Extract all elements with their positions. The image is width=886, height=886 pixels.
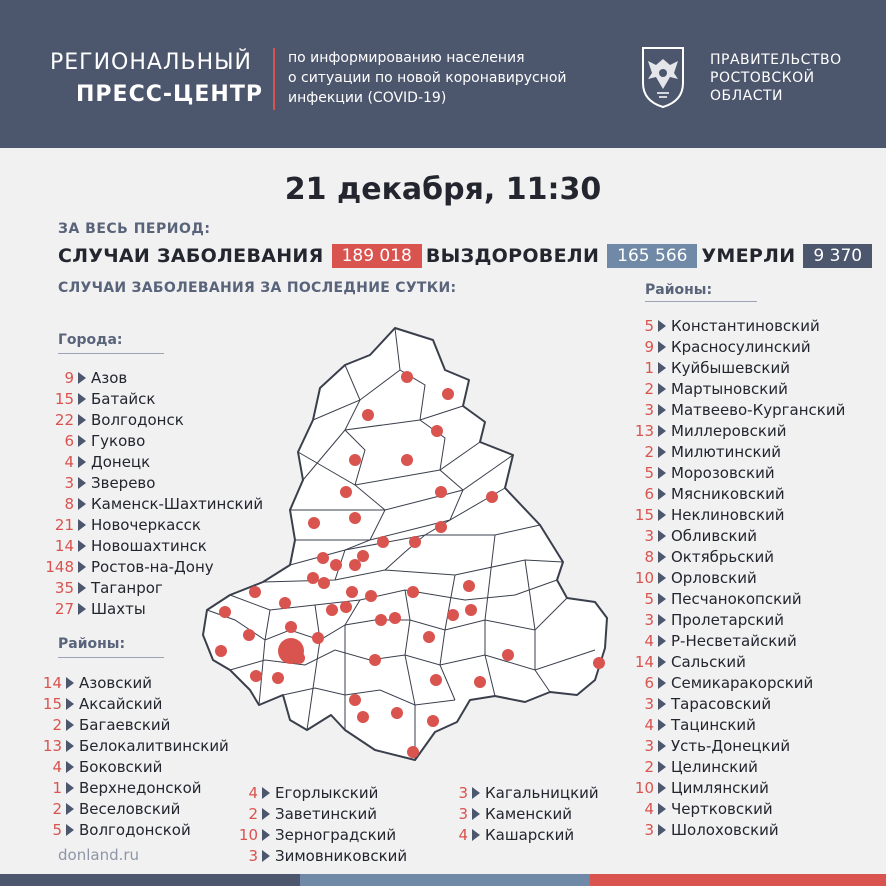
case-count: 3 [644, 736, 654, 755]
place-name: Азов [91, 368, 128, 387]
triangle-bullet-icon [472, 787, 480, 799]
list-item [630, 777, 845, 798]
triangle-bullet-icon [658, 803, 666, 815]
daily-cases-label: СЛУЧАИ ЗАБОЛЕВАНИЯ ЗА ПОСЛЕДНИЕ СУТКИ: [58, 280, 457, 296]
district-marker [423, 631, 435, 643]
government-name-line: ПРАВИТЕЛЬСТВО [710, 52, 842, 68]
district-marker [377, 536, 389, 548]
triangle-bullet-icon [658, 824, 666, 836]
case-count: 2 [644, 379, 654, 398]
districts-left-title: Районы: [58, 636, 126, 652]
recovered-badge: 165 566 [607, 244, 697, 268]
triangle-bullet-icon [658, 593, 666, 605]
triangle-bullet-icon [658, 635, 666, 647]
place-name: Каменск-Шахтинский [91, 494, 264, 513]
district-marker [357, 550, 369, 562]
districts-list-mid2 [446, 782, 599, 845]
districts-list-right [630, 315, 845, 840]
district-marker [357, 711, 369, 723]
case-count: 9 [644, 337, 654, 356]
triangle-bullet-icon [66, 740, 74, 752]
triangle-bullet-icon [658, 446, 666, 458]
cities-divider [58, 353, 164, 354]
source-link[interactable]: donland.ru [58, 846, 140, 864]
triangle-bullet-icon [78, 393, 86, 405]
list-item [630, 630, 845, 651]
triangle-bullet-icon [658, 740, 666, 752]
district-marker [435, 521, 447, 533]
triangle-bullet-icon [658, 404, 666, 416]
list-item [630, 378, 845, 399]
district-marker [250, 670, 262, 682]
case-count: 8 [64, 494, 74, 513]
triangle-bullet-icon [78, 456, 86, 468]
district-marker [285, 621, 297, 633]
case-count: 3 [644, 610, 654, 629]
place-name: Милютинский [671, 442, 782, 461]
district-marker [593, 657, 605, 669]
case-count: 13 [634, 421, 654, 440]
place-name: Волгодонск [91, 410, 184, 429]
case-count: 3 [644, 694, 654, 713]
list-item [232, 824, 407, 845]
district-marker [317, 552, 329, 564]
case-count: 3 [64, 473, 74, 492]
place-name: Ростов-на-Дону [91, 557, 214, 576]
district-marker [401, 371, 413, 383]
list-item [630, 336, 845, 357]
district-marker [427, 715, 439, 727]
place-name: Зверево [91, 473, 156, 492]
case-count: 5 [644, 316, 654, 335]
header-info-line: по информированию населения [288, 50, 525, 66]
district-marker [215, 645, 227, 657]
died-label: УМЕРЛИ [701, 245, 796, 267]
place-name: Новошахтинск [91, 536, 207, 555]
list-item [630, 609, 845, 630]
place-name: Новочеркасск [91, 515, 201, 534]
place-name: Пролетарский [671, 610, 785, 629]
districts-list-mid1 [232, 782, 407, 866]
case-count: 2 [248, 804, 258, 823]
place-name: Аксайский [79, 694, 163, 713]
districts-left-divider [58, 657, 164, 658]
list-item [446, 824, 599, 845]
case-count: 27 [54, 599, 74, 618]
triangle-bullet-icon [66, 803, 74, 815]
case-count: 5 [644, 589, 654, 608]
district-marker [346, 586, 358, 598]
triangle-bullet-icon [658, 362, 666, 374]
case-count: 15 [634, 505, 654, 524]
recovered-label: ВЫЗДОРОВЕЛИ [425, 245, 600, 267]
district-marker [463, 580, 475, 592]
list-item [232, 845, 407, 866]
list-item [446, 803, 599, 824]
district-marker [340, 486, 352, 498]
case-count: 2 [52, 715, 62, 734]
header-info-line: о ситуации по новой коронавирусной [288, 70, 567, 86]
list-item [630, 441, 845, 462]
case-count: 3 [458, 804, 468, 823]
place-name: Боковский [79, 757, 163, 776]
triangle-bullet-icon [78, 582, 86, 594]
district-marker [502, 649, 514, 661]
place-name: Усть-Донецкий [671, 736, 791, 755]
case-count: 3 [248, 846, 258, 865]
place-name: Р-Несветайский [671, 631, 797, 650]
case-count: 15 [54, 389, 74, 408]
triangle-bullet-icon [66, 698, 74, 710]
place-name: Верхнедонской [79, 778, 202, 797]
place-name: Семикаракорский [671, 673, 814, 692]
place-name: Батайск [91, 389, 156, 408]
place-name: Песчанокопский [671, 589, 802, 608]
triangle-bullet-icon [66, 677, 74, 689]
case-count: 2 [644, 757, 654, 776]
districts-right-title: Районы: [645, 282, 713, 298]
list-item [232, 782, 407, 803]
triangle-bullet-icon [472, 829, 480, 841]
district-marker [349, 512, 361, 524]
period-label: ЗА ВЕСЬ ПЕРИОД: [58, 221, 211, 237]
place-name: Кагальницкий [485, 783, 599, 802]
list-item [36, 819, 229, 840]
place-name: Константиновский [671, 316, 820, 335]
case-count: 6 [64, 431, 74, 450]
place-name: Зерноградский [275, 825, 397, 844]
case-count: 4 [644, 631, 654, 650]
case-count: 3 [644, 820, 654, 839]
triangle-bullet-icon [658, 488, 666, 500]
triangle-bullet-icon [658, 320, 666, 332]
place-name: Каменский [485, 804, 572, 823]
triangle-bullet-icon [658, 551, 666, 563]
place-name: Сальский [671, 652, 746, 671]
place-name: Шахты [91, 599, 146, 618]
district-marker [407, 586, 419, 598]
list-item [630, 483, 845, 504]
totals-row [58, 243, 876, 269]
district-marker [330, 559, 342, 571]
district-marker [249, 586, 261, 598]
list-item [630, 399, 845, 420]
triangle-bullet-icon [658, 656, 666, 668]
place-name: Мясниковский [671, 484, 785, 503]
region-map [195, 320, 625, 765]
triangle-bullet-icon [658, 614, 666, 626]
district-marker [431, 425, 443, 437]
triangle-bullet-icon [658, 572, 666, 584]
district-marker [474, 676, 486, 688]
place-name: Багаевский [79, 715, 171, 734]
district-marker [308, 517, 320, 529]
list-item [630, 756, 845, 777]
list-item [630, 462, 845, 483]
case-count: 3 [644, 400, 654, 419]
triangle-bullet-icon [262, 808, 270, 820]
triangle-bullet-icon [66, 761, 74, 773]
district-marker [435, 486, 447, 498]
case-count: 14 [54, 536, 74, 555]
report-date: 21 декабря, 11:30 [284, 172, 602, 207]
triangle-bullet-icon [658, 467, 666, 479]
press-center-title-line1: РЕГИОНАЛЬНЫЙ [50, 50, 252, 75]
footer-bar-red [590, 874, 886, 886]
list-item [630, 714, 845, 735]
case-count: 4 [248, 783, 258, 802]
footer-bar-blue [300, 874, 590, 886]
place-name: Красносулинский [671, 337, 811, 356]
case-count: 5 [52, 820, 62, 839]
triangle-bullet-icon [658, 425, 666, 437]
case-count: 10 [634, 778, 654, 797]
case-count: 4 [52, 757, 62, 776]
triangle-bullet-icon [66, 782, 74, 794]
case-count: 14 [42, 673, 62, 692]
place-name: Целинский [671, 757, 758, 776]
case-count: 15 [42, 694, 62, 713]
list-item [232, 803, 407, 824]
triangle-bullet-icon [78, 414, 86, 426]
case-count: 22 [54, 410, 74, 429]
cases-badge: 189 018 [332, 244, 422, 268]
place-name: Зимовниковский [275, 846, 408, 865]
place-name: Морозовский [671, 463, 775, 482]
case-count: 10 [634, 568, 654, 587]
district-marker [409, 536, 421, 548]
list-item [630, 651, 845, 672]
place-name: Заветинский [275, 804, 377, 823]
case-count: 21 [54, 515, 74, 534]
header-divider [273, 48, 275, 110]
footer-bar-dark [0, 874, 300, 886]
triangle-bullet-icon [78, 477, 86, 489]
triangle-bullet-icon [658, 719, 666, 731]
died-badge: 9 370 [803, 244, 872, 268]
district-marker [391, 707, 403, 719]
district-marker [307, 572, 319, 584]
district-marker [407, 746, 419, 758]
district-marker [430, 674, 442, 686]
triangle-bullet-icon [658, 383, 666, 395]
place-name: Веселовский [79, 799, 181, 818]
case-count: 148 [45, 557, 74, 576]
triangle-bullet-icon [78, 561, 86, 573]
place-name: Матвеево-Курганский [671, 400, 846, 419]
place-name: Неклиновский [671, 505, 785, 524]
place-name: Чертковский [671, 799, 773, 818]
place-name: Обливский [671, 526, 758, 545]
place-name: Гуково [91, 431, 146, 450]
place-name: Куйбышевский [671, 358, 790, 377]
place-name: Миллеровский [671, 421, 787, 440]
triangle-bullet-icon [658, 341, 666, 353]
list-item [630, 672, 845, 693]
triangle-bullet-icon [472, 808, 480, 820]
place-name: Тацинский [671, 715, 756, 734]
triangle-bullet-icon [66, 824, 74, 836]
district-marker [349, 559, 361, 571]
list-item [630, 588, 845, 609]
district-marker [486, 491, 498, 503]
place-name: Волгодонской [79, 820, 191, 839]
case-count: 4 [458, 825, 468, 844]
triangle-bullet-icon [658, 698, 666, 710]
list-item [630, 798, 845, 819]
case-count: 5 [644, 463, 654, 482]
triangle-bullet-icon [78, 603, 86, 615]
districts-right-divider [645, 301, 757, 302]
list-item [36, 798, 229, 819]
cities-title: Города: [58, 332, 123, 348]
place-name: Таганрог [91, 578, 163, 597]
district-marker [465, 604, 477, 616]
list-item [630, 819, 845, 840]
triangle-bullet-icon [78, 372, 86, 384]
district-marker [243, 629, 255, 641]
triangle-bullet-icon [262, 850, 270, 862]
district-marker [375, 614, 387, 626]
place-name: Донецк [91, 452, 151, 471]
rostov-marker [278, 638, 304, 664]
list-item [630, 504, 845, 525]
triangle-bullet-icon [262, 829, 270, 841]
cases-label: СЛУЧАИ ЗАБОЛЕВАНИЯ [58, 245, 324, 267]
header-info [288, 48, 567, 108]
triangle-bullet-icon [66, 719, 74, 731]
case-count: 1 [52, 778, 62, 797]
case-count: 13 [42, 736, 62, 755]
place-name: Шолоховский [671, 820, 779, 839]
case-count: 1 [644, 358, 654, 377]
triangle-bullet-icon [658, 509, 666, 521]
list-item [630, 525, 845, 546]
list-item [446, 782, 599, 803]
place-name: Азовский [79, 673, 153, 692]
district-marker [272, 672, 284, 684]
case-count: 2 [644, 442, 654, 461]
district-marker [369, 654, 381, 666]
government-name-line: РОСТОВСКОЙ [710, 70, 815, 86]
place-name: Мартыновский [671, 379, 788, 398]
triangle-bullet-icon [658, 677, 666, 689]
case-count: 6 [644, 484, 654, 503]
triangle-bullet-icon [78, 498, 86, 510]
district-marker [326, 604, 338, 616]
header-banner [0, 0, 886, 148]
list-item [630, 420, 845, 441]
triangle-bullet-icon [78, 519, 86, 531]
case-count: 4 [64, 452, 74, 471]
list-item [36, 777, 229, 798]
district-marker [365, 590, 377, 602]
case-count: 9 [64, 368, 74, 387]
press-center-title-line2: ПРЕСС-ЦЕНТР [76, 82, 263, 107]
place-name: Егорлыкский [275, 783, 379, 802]
place-name: Цимлянский [671, 778, 769, 797]
triangle-bullet-icon [658, 782, 666, 794]
district-marker [447, 609, 459, 621]
district-marker [279, 597, 291, 609]
case-count: 2 [52, 799, 62, 818]
case-count: 6 [644, 673, 654, 692]
case-count: 4 [644, 715, 654, 734]
list-item [630, 693, 845, 714]
list-item [630, 357, 845, 378]
list-item [630, 735, 845, 756]
district-marker [442, 388, 454, 400]
case-count: 8 [644, 547, 654, 566]
case-count: 4 [644, 799, 654, 818]
government-name-line: ОБЛАСТИ [710, 88, 784, 104]
list-item [630, 315, 845, 336]
place-name: Орловский [671, 568, 757, 587]
list-item [630, 546, 845, 567]
district-marker [340, 601, 352, 613]
district-marker [219, 606, 231, 618]
district-marker [312, 632, 324, 644]
coat-of-arms-icon [640, 45, 686, 109]
triangle-bullet-icon [658, 530, 666, 542]
place-name: Октябрьский [671, 547, 775, 566]
district-marker [362, 409, 374, 421]
district-marker [349, 694, 361, 706]
place-name: Кашарский [485, 825, 575, 844]
case-count: 14 [634, 652, 654, 671]
place-name: Тарасовский [671, 694, 772, 713]
header-info-line: инфекции (COVID-19) [288, 90, 447, 106]
district-marker [401, 454, 413, 466]
case-count: 3 [644, 526, 654, 545]
government-name [710, 51, 842, 105]
triangle-bullet-icon [658, 761, 666, 773]
triangle-bullet-icon [78, 540, 86, 552]
region-outline [203, 328, 607, 760]
district-marker [389, 612, 401, 624]
case-count: 10 [238, 825, 258, 844]
place-name: Белокалитвинский [79, 736, 229, 755]
case-count: 35 [54, 578, 74, 597]
list-item [630, 567, 845, 588]
triangle-bullet-icon [262, 787, 270, 799]
district-marker [349, 454, 361, 466]
case-count: 3 [458, 783, 468, 802]
triangle-bullet-icon [78, 435, 86, 447]
district-marker [318, 577, 330, 589]
